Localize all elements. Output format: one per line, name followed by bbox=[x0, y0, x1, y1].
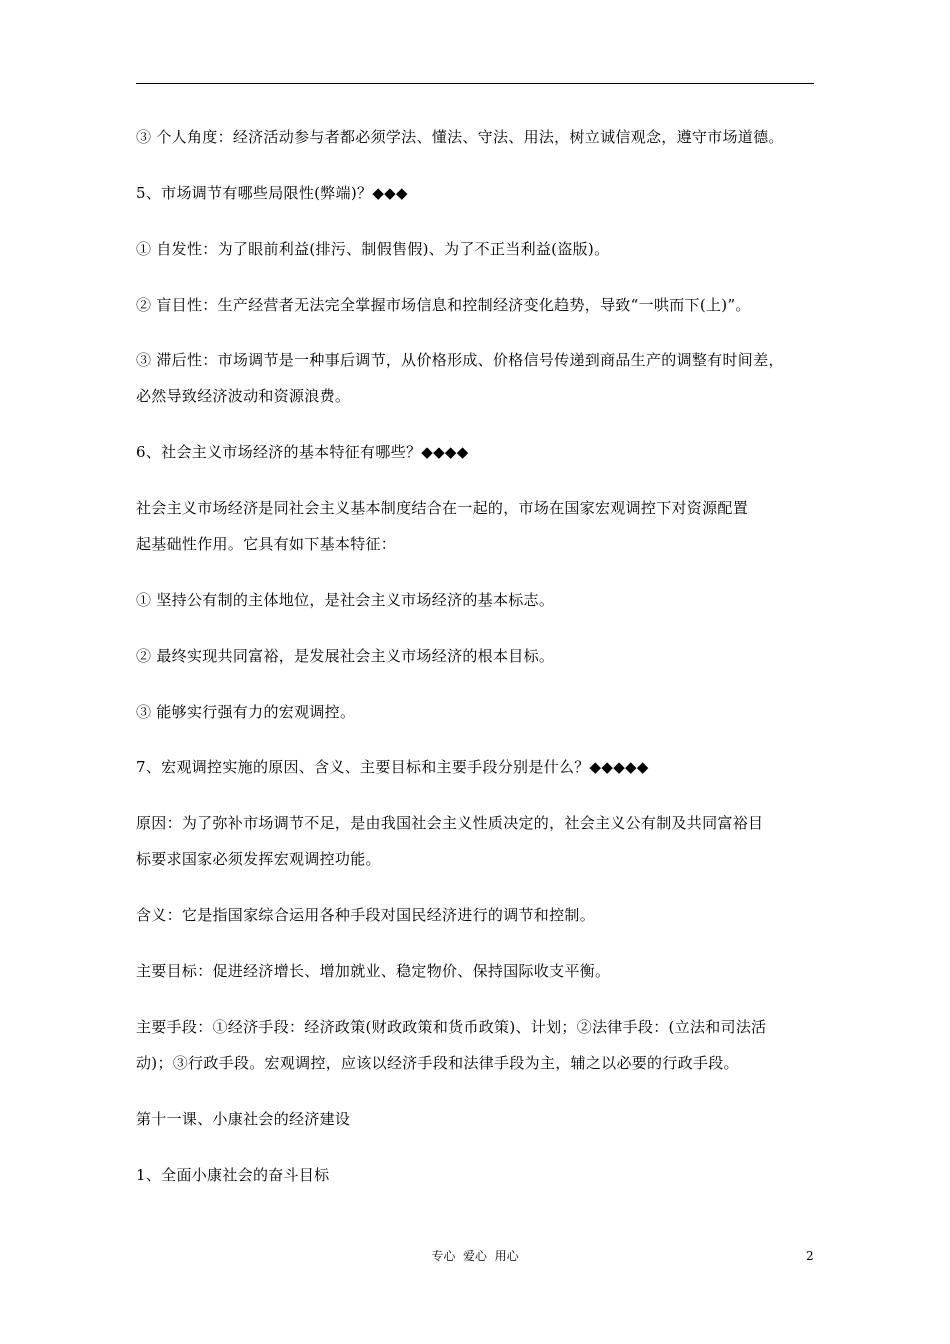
question-heading: 6、社会主义市场经济的基本特征有哪些？◆◆◆◆ bbox=[136, 443, 469, 461]
lesson-heading: 第十一课、小康社会的经济建设 bbox=[136, 1110, 351, 1128]
footer-motto: 专心 爱心 用心 bbox=[431, 1249, 519, 1263]
text-line: 必然导致经济波动和资源浪费。 bbox=[136, 387, 351, 405]
text-line: 动)；③行政手段。宏观调控，应该以经济手段和法律手段为主，辅之以必要的行政手段。 bbox=[136, 1054, 739, 1072]
question-heading: 7、宏观调控实施的原因、含义、主要目标和主要手段分别是什么？◆◆◆◆◆ bbox=[136, 758, 649, 776]
section-heading: 1、全面小康社会的奋斗目标 bbox=[136, 1166, 330, 1184]
header-rule bbox=[136, 83, 814, 84]
text-line: 主要目标：促进经济增长、增加就业、稳定物价、保持国际收支平衡。 bbox=[136, 962, 611, 980]
text-line: ③ 个人角度：经济活动参与者都必须学法、懂法、守法、用法，树立诚信观念，遵守市场道德。 bbox=[136, 128, 784, 146]
question-heading: 5、市场调节有哪些局限性(弊端)？◆◆◆ bbox=[136, 184, 408, 202]
text-line: 起基础性作用。它具有如下基本特征： bbox=[136, 535, 397, 553]
text-line: 原因：为了弥补市场调节不足，是由我国社会主义性质决定的，社会主义公有制及共同富裕目 bbox=[136, 814, 764, 832]
text-line: ② 盲目性：生产经营者无法完全掌握市场信息和控制经济变化趋势，导致“一哄而下(上)”。 bbox=[136, 296, 751, 314]
text-line: 社会主义市场经济是同社会主义基本制度结合在一起的，市场在国家宏观调控下对资源配置 bbox=[136, 499, 749, 517]
text-line: ③ 能够实行强有力的宏观调控。 bbox=[136, 703, 356, 721]
text-line: ③ 滞后性：市场调节是一种事后调节，从价格形成、价格信号传递到商品生产的调整有时间差， bbox=[136, 351, 784, 369]
text-line: ② 最终实现共同富裕，是发展社会主义市场经济的根本目标。 bbox=[136, 647, 555, 665]
page-number: 2 bbox=[806, 1249, 814, 1263]
text-line: 标要求国家必须发挥宏观调控功能。 bbox=[136, 850, 381, 868]
text-line: ① 坚持公有制的主体地位，是社会主义市场经济的基本标志。 bbox=[136, 591, 555, 609]
text-line: ① 自发性：为了眼前利益(排污、制假售假)、为了不正当利益(盗版)。 bbox=[136, 240, 610, 258]
text-line: 含义：它是指国家综合运用各种手段对国民经济进行的调节和控制。 bbox=[136, 906, 596, 924]
text-line: 主要手段：①经济手段：经济政策(财政政策和货币政策)、计划；②法律手段：(立法和司法活 bbox=[136, 1018, 767, 1036]
